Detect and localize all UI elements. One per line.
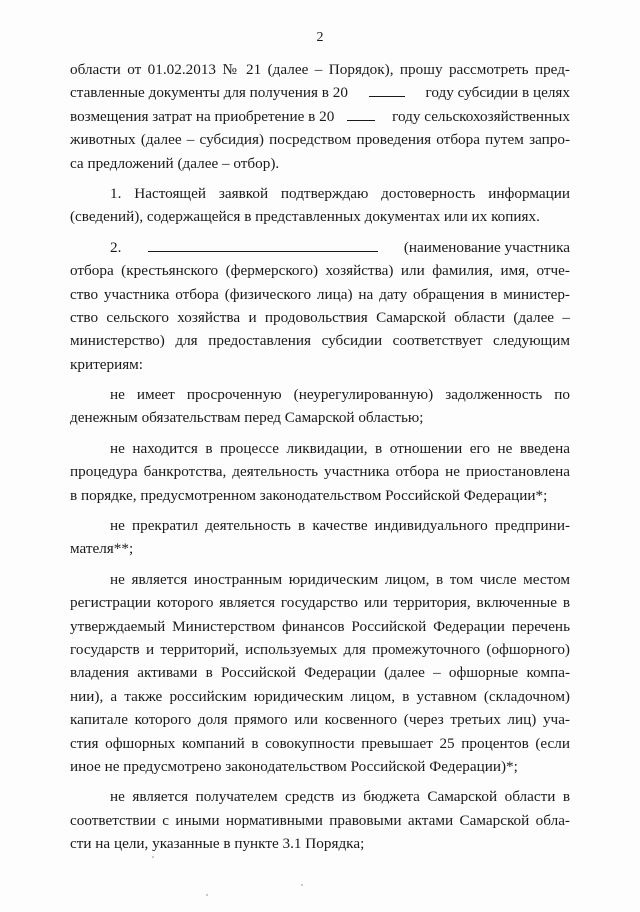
text-line: министерство) для предоставления субсидии соответствует следующим — [70, 332, 570, 350]
year-blank-field[interactable] — [347, 106, 375, 121]
text-line: регистрации которого является государство или территория, включенные в — [70, 594, 570, 612]
paragraph-criterion-offshore — [70, 568, 570, 779]
text-line: животных (далее – субсидия) посредством проведения отбора путем запро- — [70, 131, 570, 149]
text-fragment: возмещения затрат на приобретение в 20 — [70, 107, 335, 125]
paragraph-criterion-budget — [70, 785, 570, 855]
text-line: нии), а также российским юридическим лицом, в уставном (складочном) — [70, 687, 570, 705]
text-line: государств и территорий, используемых для промежуточного (офшорного) — [70, 640, 570, 658]
text-line: мателя**; — [70, 540, 134, 558]
text-line — [70, 236, 570, 259]
text-fragment: (наименование участника — [403, 238, 570, 256]
scan-speck — [301, 884, 303, 886]
text-line: не прекратил деятельность в качестве индивидуального предприни- — [110, 517, 570, 535]
text-line: не является иностранным юридическим лицом, в том числе местом — [110, 570, 570, 588]
text-line: в порядке, предусмотренном законодательством Российской Федерации*; — [70, 486, 548, 504]
text-line: утверждаемый Министерством финансов Российской Федерации перечень — [70, 617, 570, 635]
text-fragment: году сельскохозяйственных — [388, 107, 570, 125]
text-line: не имеет просроченную (неурегулированную) задолженность по — [110, 386, 570, 404]
text-line: сти на цели, указанные в пункте 3.1 Порядка; — [70, 835, 365, 853]
text-line: процедура банкротства, деятельность участника отбора не приостановлена — [70, 463, 570, 481]
document-body — [70, 58, 570, 863]
text-fragment: году субсидии в целях — [421, 84, 570, 102]
text-line: не находится в процессе ликвидации, в отношении его не введена — [110, 439, 570, 457]
paragraph-criterion-entrepreneur — [70, 514, 570, 561]
text-line: критериям: — [70, 355, 144, 373]
text-line: области от 01.02.2013 № 21 (далее – Порядок), прошу рассмотреть пред- — [70, 61, 570, 78]
text-line: иное не предусмотрено законодательством Российской Федерации)*; — [70, 757, 518, 775]
page-number: 2 — [316, 30, 324, 45]
text-line: денежным обязательствам перед Самарской областью; — [70, 409, 424, 427]
paragraph-criterion-liquidation — [70, 437, 570, 507]
text-line: не является получателем средств из бюджета Самарской области в — [110, 788, 570, 806]
participant-name-blank-field[interactable] — [148, 237, 378, 252]
text-line: ство участника отбора (физического лица) на дату обращения в министер- — [70, 285, 570, 303]
scan-speck — [206, 894, 208, 896]
item-number: 2. — [110, 238, 122, 256]
text-line: владения активами в Российской Федерации (далее – офшорные компа- — [70, 664, 570, 682]
text-line: 1. Настоящей заявкой подтверждаю достоверность информации — [110, 184, 570, 202]
text-line — [70, 105, 570, 128]
text-line: стия офшорных компаний в совокупности превышает 25 процентов (если — [70, 734, 570, 752]
text-line: ство сельского хозяйства и продовольствия Самарской области (далее – — [70, 308, 570, 326]
text-line: (сведений), содержащейся в представленных документах или их копиях. — [70, 208, 540, 226]
text-line: соответствии с иными нормативными правовыми актами Самарской обла- — [70, 811, 570, 829]
text-line: отбора (крестьянского (фермерского) хозяйства) или фамилия, имя, отче- — [70, 262, 570, 280]
year-blank-field[interactable] — [369, 82, 405, 97]
paragraph-request — [70, 58, 570, 175]
text-line: са предложений (далее – отбор). — [70, 154, 280, 172]
paragraph-item-2 — [70, 236, 570, 376]
scan-speck — [152, 856, 154, 858]
text-line — [70, 81, 570, 104]
paragraph-item-1 — [70, 182, 570, 229]
text-line: капитале которого доля прямого или косвенного (через третьих лиц) уча- — [70, 711, 570, 729]
text-fragment: ставленные документы для получения в 20 — [70, 84, 352, 102]
paragraph-criterion-debt — [70, 383, 570, 430]
